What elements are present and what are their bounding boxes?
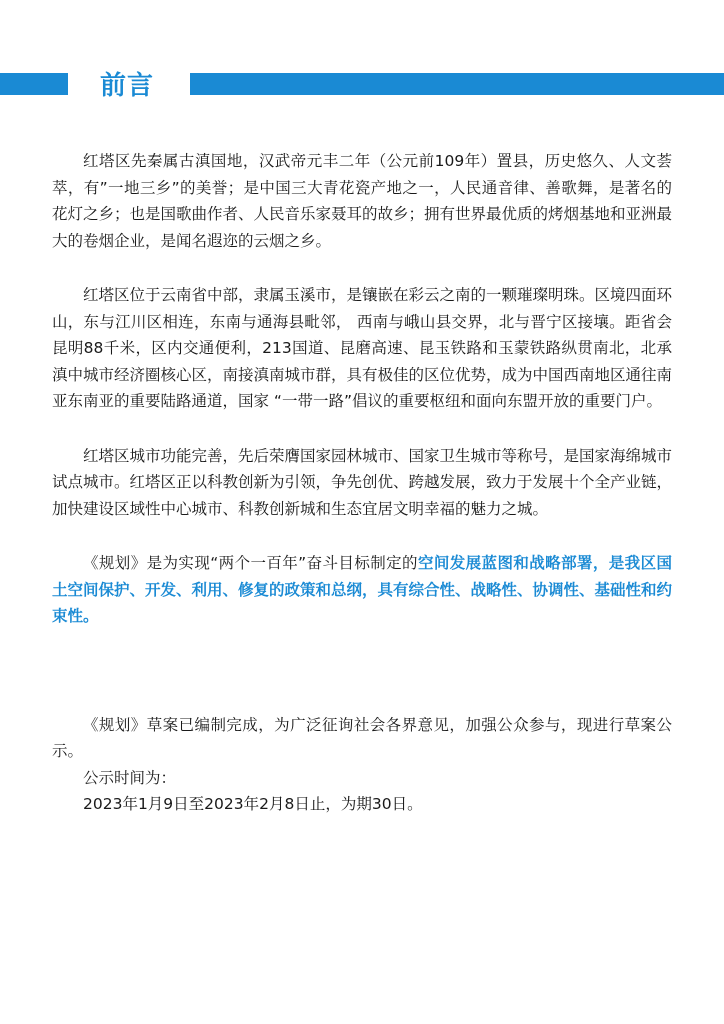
plan-purpose-highlight: 空间发展蓝图和战略部署，是我区国土空间保护、开发、利用、修复的政策和总纲，具有综合性、战略性、协调性、基础性和约束性。 [52, 554, 673, 625]
document-body [52, 148, 672, 818]
intro-paragraph-city-function: 红塔区城市功能完善，先后荣膺国家园林城市、国家卫生城市等称号，是国家海绵城市试点城市。红塔区正以科教创新为引领，争先创优、跨越发展，致力于发展十个全产业链，加快建设区域性中心城市、科教创新城和生态宜居文明幸福的魅力之城。 [52, 446, 673, 518]
intro-paragraph-location: 红塔区位于云南省中部，隶属玉溪市，是镶嵌在彩云之南的一颗璀璨明珠。区境四面环山，东与江川区相连，东南与通海县毗邻， 西南与峨山县交界，北与晋宁区接壤。距省会昆明88千米，区内交通便利，213国道、昆磨高速、昆玉铁路和玉蒙铁路纵贯南北，北承滇中城市经济圈核心区，南接滇南城市群，具有极佳的区位优势，成为中国西南地区通往南亚东南亚的重要陆路通道，国家 “一带一路”倡议的重要枢纽和面向东盟开放的重要门户。 [52, 286, 673, 410]
notice-paragraph: 《规划》草案已编制完成，为广泛征询社会各界意见，加强公众参与，现进行草案公示。 [52, 715, 672, 760]
plan-purpose-text: 《规划》是为实现“两个一百年”奋斗目标制定的 [83, 554, 418, 572]
intro-paragraph-history: 红塔区先秦属古滇国地，汉武帝元丰二年（公元前109年）置县，历史悠久、人文荟萃，有”一地三乡”的美誉；是中国三大青花瓷产地之一，人民通音律、善歌舞，是著名的花灯之乡；也是国歌曲作者、人民音乐家聂耳的故乡；拥有世界最优质的烤烟基地和亚洲最大的卷烟企业，是闻名遐迩的云烟之乡。 [52, 152, 673, 250]
header-accent-bar-right [190, 73, 724, 95]
plan-purpose-paragraph [52, 550, 672, 630]
notice-period-label: 公示时间为： [83, 768, 177, 787]
header-accent-bar-left [0, 73, 68, 95]
page-title: 前言 [100, 71, 155, 101]
notice-period-value: 2023年1月9日至2023年2月8日止，为期30日。 [83, 795, 423, 813]
